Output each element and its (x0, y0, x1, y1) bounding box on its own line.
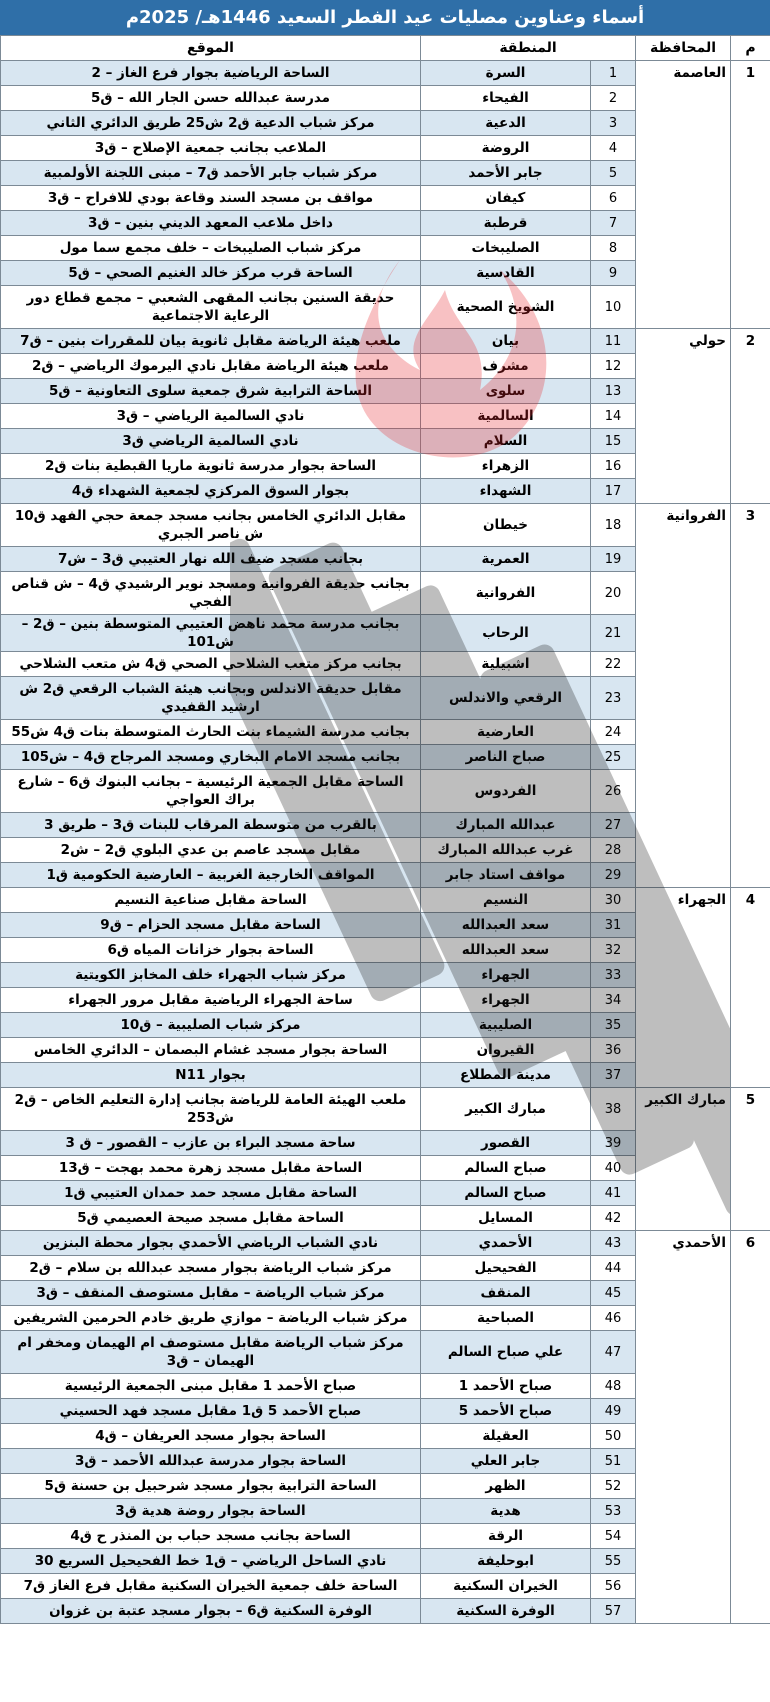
area-name: قرطبة (421, 211, 591, 236)
row-number: 5 (591, 161, 636, 186)
row-number: 49 (591, 1399, 636, 1424)
page-title: أسماء وعناوين مصليات عيد الفطر السعيد 1446هـ/ 2025م (0, 0, 770, 35)
governorate-index: 5 (731, 1088, 770, 1231)
row-number: 33 (591, 963, 636, 988)
area-name: مدينة المطلاع (421, 1063, 591, 1088)
area-name: النسيم (421, 888, 591, 913)
location-description: صباح الأحمد 1 مقابل مبنى الجمعية الرئيسية (1, 1374, 421, 1399)
location-description: الساحة مقابل مسجد صيحة العصيمي ق5 (1, 1206, 421, 1231)
location-description: بجانب مسجد الامام البخاري ومسجد المرجاح ق4 – ش105 (1, 745, 421, 770)
row-number: 54 (591, 1524, 636, 1549)
location-description: نادي الساحل الرياضي – ق1 خط الفحيحيل السريع 30 (1, 1549, 421, 1574)
location-description: مركز شباب الجهراء خلف المخابز الكويتية (1, 963, 421, 988)
area-name: السلام (421, 429, 591, 454)
area-name: سلوى (421, 379, 591, 404)
table-row (1, 329, 770, 354)
row-number: 10 (591, 286, 636, 329)
location-description: داخل ملاعب المعهد الديني بنين – ق3 (1, 211, 421, 236)
row-number: 44 (591, 1256, 636, 1281)
location-description: الساحة بجوار مسجد العريفان – ق4 (1, 1424, 421, 1449)
row-number: 39 (591, 1131, 636, 1156)
row-number: 43 (591, 1231, 636, 1256)
area-name: السالمية (421, 404, 591, 429)
location-description: الساحة بجوار مدرسة عبدالله الأحمد – ق3 (1, 1449, 421, 1474)
row-number: 47 (591, 1331, 636, 1374)
location-description: بجانب مركز متعب الشلاحي الصحي ق4 ش متعب الشلاحي (1, 652, 421, 677)
row-number: 46 (591, 1306, 636, 1331)
location-description: مركز شباب جابر الأحمد ق7 – مبنى اللجنة الأولمبية (1, 161, 421, 186)
location-description: مركز شباب الدعية ق2 ش25 طريق الدائري الثاني (1, 111, 421, 136)
row-number: 55 (591, 1549, 636, 1574)
area-name: سعد العبدالله (421, 938, 591, 963)
area-name: اشبيلية (421, 652, 591, 677)
row-number: 1 (591, 61, 636, 86)
table-body (1, 61, 770, 1624)
area-name: عبدالله المبارك (421, 813, 591, 838)
row-number: 9 (591, 261, 636, 286)
row-number: 3 (591, 111, 636, 136)
area-name: الزهراء (421, 454, 591, 479)
location-description: نادي السالمية الرياضي – ق3 (1, 404, 421, 429)
row-number: 26 (591, 770, 636, 813)
row-number: 4 (591, 136, 636, 161)
row-number: 36 (591, 1038, 636, 1063)
row-number: 13 (591, 379, 636, 404)
location-description: بجانب مسجد ضيف الله نهار العتيبي ق3 – ش7 (1, 547, 421, 572)
location-description: الساحة مقابل مسجد حمد حمدان العتيبي ق1 (1, 1181, 421, 1206)
location-description: بجانب مدرسة محمد ناهض العتيبي المتوسطة بنين – ق2 – ش101 (1, 615, 421, 652)
governorate-name: الجهراء (636, 888, 731, 1088)
area-name: الأحمدي (421, 1231, 591, 1256)
governorate-name: حولي (636, 329, 731, 504)
location-description: الساحة قرب مركز خالد الغنيم الصحي – ق5 (1, 261, 421, 286)
area-name: العقيلة (421, 1424, 591, 1449)
location-description: بجوار N11 (1, 1063, 421, 1088)
area-name: الرقة (421, 1524, 591, 1549)
row-number: 21 (591, 615, 636, 652)
area-name: الفردوس (421, 770, 591, 813)
area-name: غرب عبدالله المبارك (421, 838, 591, 863)
header-governorate: المحافظة (636, 36, 731, 61)
row-number: 50 (591, 1424, 636, 1449)
location-description: نادي السالمية الرياضي ق3 (1, 429, 421, 454)
location-description: الوفرة السكنية ق6 – بجوار مسجد عتبة بن غزوان (1, 1599, 421, 1624)
row-number: 7 (591, 211, 636, 236)
area-name: الشويخ الصحية (421, 286, 591, 329)
location-description: المواقف الخارجية الغربية – العارضية الحكومية ق1 (1, 863, 421, 888)
location-description: مركز شباب الرياضة بجوار مسجد عبدالله بن سلام – ق2 (1, 1256, 421, 1281)
row-number: 20 (591, 572, 636, 615)
area-name: الروضة (421, 136, 591, 161)
area-name: صباح الأحمد 1 (421, 1374, 591, 1399)
location-description: حديقة السنين بجانب المقهى الشعبي – مجمع قطاع دور الرعاية الاجتماعية (1, 286, 421, 329)
table-row (1, 1231, 770, 1256)
location-description: الساحة مقابل مسجد الحزام – ق9 (1, 913, 421, 938)
area-name: جابر الأحمد (421, 161, 591, 186)
location-description: بجانب حديقة الفروانية ومسجد نوير الرشيدي ق4 – ش قناص الفجي (1, 572, 421, 615)
area-name: هدية (421, 1499, 591, 1524)
area-name: صباح الناصر (421, 745, 591, 770)
area-name: مواقف استاد جابر (421, 863, 591, 888)
area-name: صباح السالم (421, 1181, 591, 1206)
location-description: مقابل حديقة الاندلس وبجانب هيئة الشباب الرقعي ق2 ش ارشيد القفيدي (1, 677, 421, 720)
area-name: العارضية (421, 720, 591, 745)
governorate-index: 3 (731, 504, 770, 888)
area-name: الصليبخات (421, 236, 591, 261)
area-name: ابوحليفة (421, 1549, 591, 1574)
area-name: الجهراء (421, 988, 591, 1013)
area-name: مشرف (421, 354, 591, 379)
row-number: 19 (591, 547, 636, 572)
row-number: 25 (591, 745, 636, 770)
row-number: 57 (591, 1599, 636, 1624)
location-description: صباح الأحمد 5 ق1 مقابل مسجد فهد الحسيني (1, 1399, 421, 1424)
location-description: الساحة الترابية بجوار مسجد شرحبيل بن حسنة ق5 (1, 1474, 421, 1499)
location-description: مركز شباب الصليبخات – خلف مجمع سما مول (1, 236, 421, 261)
governorate-index: 6 (731, 1231, 770, 1624)
row-number: 32 (591, 938, 636, 963)
area-name: بيان (421, 329, 591, 354)
table-row (1, 1088, 770, 1131)
row-number: 42 (591, 1206, 636, 1231)
location-description: الساحة خلف جمعية الخيران السكنية مقابل فرع الغاز ق7 (1, 1574, 421, 1599)
location-description: نادي الشباب الرياضي الأحمدي بجوار محطة البنزين (1, 1231, 421, 1256)
row-number: 17 (591, 479, 636, 504)
row-number: 40 (591, 1156, 636, 1181)
row-number: 41 (591, 1181, 636, 1206)
row-number: 16 (591, 454, 636, 479)
area-name: المسايل (421, 1206, 591, 1231)
location-description: مدرسة عبدالله حسن الجار الله – ق5 (1, 86, 421, 111)
location-description: مركز شباب الصليبية – ق10 (1, 1013, 421, 1038)
location-description: بالقرب من متوسطة المرقاب للبنات ق3 – طريق 3 (1, 813, 421, 838)
location-description: مركز شباب الرياضة – مقابل مستوصف المنقف – ق3 (1, 1281, 421, 1306)
area-name: الرقعي والاندلس (421, 677, 591, 720)
location-description: الساحة بجوار خزانات المياه ق6 (1, 938, 421, 963)
row-number: 27 (591, 813, 636, 838)
location-description: ساحة مسجد البراء بن عازب – القصور – ق 3 (1, 1131, 421, 1156)
area-name: سعد العبدالله (421, 913, 591, 938)
header-index: م (731, 36, 770, 61)
row-number: 51 (591, 1449, 636, 1474)
area-name: الصليبية (421, 1013, 591, 1038)
area-name: الفحيحيل (421, 1256, 591, 1281)
area-name: القادسية (421, 261, 591, 286)
row-number: 52 (591, 1474, 636, 1499)
row-number: 28 (591, 838, 636, 863)
location-description: الساحة الرياضية بجوار فرع الغاز – 2 (1, 61, 421, 86)
row-number: 31 (591, 913, 636, 938)
area-name: الفيحاء (421, 86, 591, 111)
area-name: خيطان (421, 504, 591, 547)
area-name: القصور (421, 1131, 591, 1156)
location-description: مقابل الدائري الخامس بجانب مسجد جمعة حجي الفهد ق10 ش ناصر الجبري (1, 504, 421, 547)
location-description: مركز شباب الرياضة – موازي طريق خادم الحرمين الشريفين (1, 1306, 421, 1331)
location-description: الساحة بجوار روضة هدية ق3 (1, 1499, 421, 1524)
location-description: ملعب الهيئة العامة للرياضة بجانب إدارة التعليم الخاص – ق2 ش253 (1, 1088, 421, 1131)
area-name: جابر العلي (421, 1449, 591, 1474)
area-name: الصباحية (421, 1306, 591, 1331)
area-name: علي صباح السالم (421, 1331, 591, 1374)
row-number: 14 (591, 404, 636, 429)
governorate-index: 4 (731, 888, 770, 1088)
location-description: الملاعب بجانب جمعية الإصلاح – ق3 (1, 136, 421, 161)
location-description: مواقف بن مسجد السند وقاعة بودي للافراح – ق3 (1, 186, 421, 211)
area-name: الشهداء (421, 479, 591, 504)
row-number: 11 (591, 329, 636, 354)
location-description: الساحة بجوار مدرسة ثانوية ماريا القبطية بنات ق2 (1, 454, 421, 479)
row-number: 2 (591, 86, 636, 111)
location-description: الساحة مقابل صناعية النسيم (1, 888, 421, 913)
area-name: المنقف (421, 1281, 591, 1306)
area-name: الوفرة السكنية (421, 1599, 591, 1624)
header-area: المنطقة (421, 36, 636, 61)
area-name: الفروانية (421, 572, 591, 615)
row-number: 56 (591, 1574, 636, 1599)
row-number: 23 (591, 677, 636, 720)
location-description: مركز شباب الرياضة مقابل مستوصف ام الهيمان ومخفر ام الهيمان – ق3 (1, 1331, 421, 1374)
location-description: الساحة مقابل مسجد زهرة محمد بهجت – ق13 (1, 1156, 421, 1181)
location-description: بجوار السوق المركزي لجمعية الشهداء ق4 (1, 479, 421, 504)
table-row (1, 61, 770, 86)
governorate-name: الأحمدي (636, 1231, 731, 1624)
row-number: 29 (591, 863, 636, 888)
area-name: القيروان (421, 1038, 591, 1063)
row-number: 30 (591, 888, 636, 913)
row-number: 12 (591, 354, 636, 379)
area-name: العمرية (421, 547, 591, 572)
area-name: صباح السالم (421, 1156, 591, 1181)
location-description: الساحة الترابية شرق جمعية سلوى التعاونية – ق5 (1, 379, 421, 404)
governorate-index: 1 (731, 61, 770, 329)
row-number: 24 (591, 720, 636, 745)
row-number: 34 (591, 988, 636, 1013)
area-name: الظهر (421, 1474, 591, 1499)
location-description: بجانب مدرسة الشيماء بنت الحارث المتوسطة بنات ق4 ش55 (1, 720, 421, 745)
row-number: 22 (591, 652, 636, 677)
row-number: 38 (591, 1088, 636, 1131)
location-description: الساحة بجانب مسجد حباب بن المنذر ح ق4 (1, 1524, 421, 1549)
governorate-index: 2 (731, 329, 770, 504)
governorate-name: العاصمة (636, 61, 731, 329)
area-name: مبارك الكبير (421, 1088, 591, 1131)
location-description: ملعب هيئة الرياضة مقابل ثانوية بيان للمقررات بنين – ق7 (1, 329, 421, 354)
table-row (1, 888, 770, 913)
location-description: ساحة الجهراء الرياضية مقابل مرور الجهراء (1, 988, 421, 1013)
area-name: الرحاب (421, 615, 591, 652)
row-number: 35 (591, 1013, 636, 1038)
area-name: السرة (421, 61, 591, 86)
row-number: 18 (591, 504, 636, 547)
row-number: 15 (591, 429, 636, 454)
governorate-name: مبارك الكبير (636, 1088, 731, 1231)
area-name: الخيران السكنية (421, 1574, 591, 1599)
area-name: صباح الأحمد 5 (421, 1399, 591, 1424)
area-name: كيفان (421, 186, 591, 211)
header-location: الموقع (1, 36, 421, 61)
row-number: 8 (591, 236, 636, 261)
table-row (1, 504, 770, 547)
location-description: الساحة بجوار مسجد غشام البصمان – الدائري الخامس (1, 1038, 421, 1063)
row-number: 6 (591, 186, 636, 211)
location-description: مقابل مسجد عاصم بن عدي البلوي ق2 – ش2 (1, 838, 421, 863)
location-description: الساحة مقابل الجمعية الرئيسية – بجانب البنوك ق6 – شارع براك العواجي (1, 770, 421, 813)
table-header-row (1, 36, 770, 61)
row-number: 45 (591, 1281, 636, 1306)
row-number: 37 (591, 1063, 636, 1088)
mosque-locations-table (0, 35, 770, 1624)
area-name: الجهراء (421, 963, 591, 988)
location-description: ملعب هيئة الرياضة مقابل نادي اليرموك الرياضي – ق2 (1, 354, 421, 379)
row-number: 53 (591, 1499, 636, 1524)
governorate-name: الفروانية (636, 504, 731, 888)
area-name: الدعية (421, 111, 591, 136)
row-number: 48 (591, 1374, 636, 1399)
